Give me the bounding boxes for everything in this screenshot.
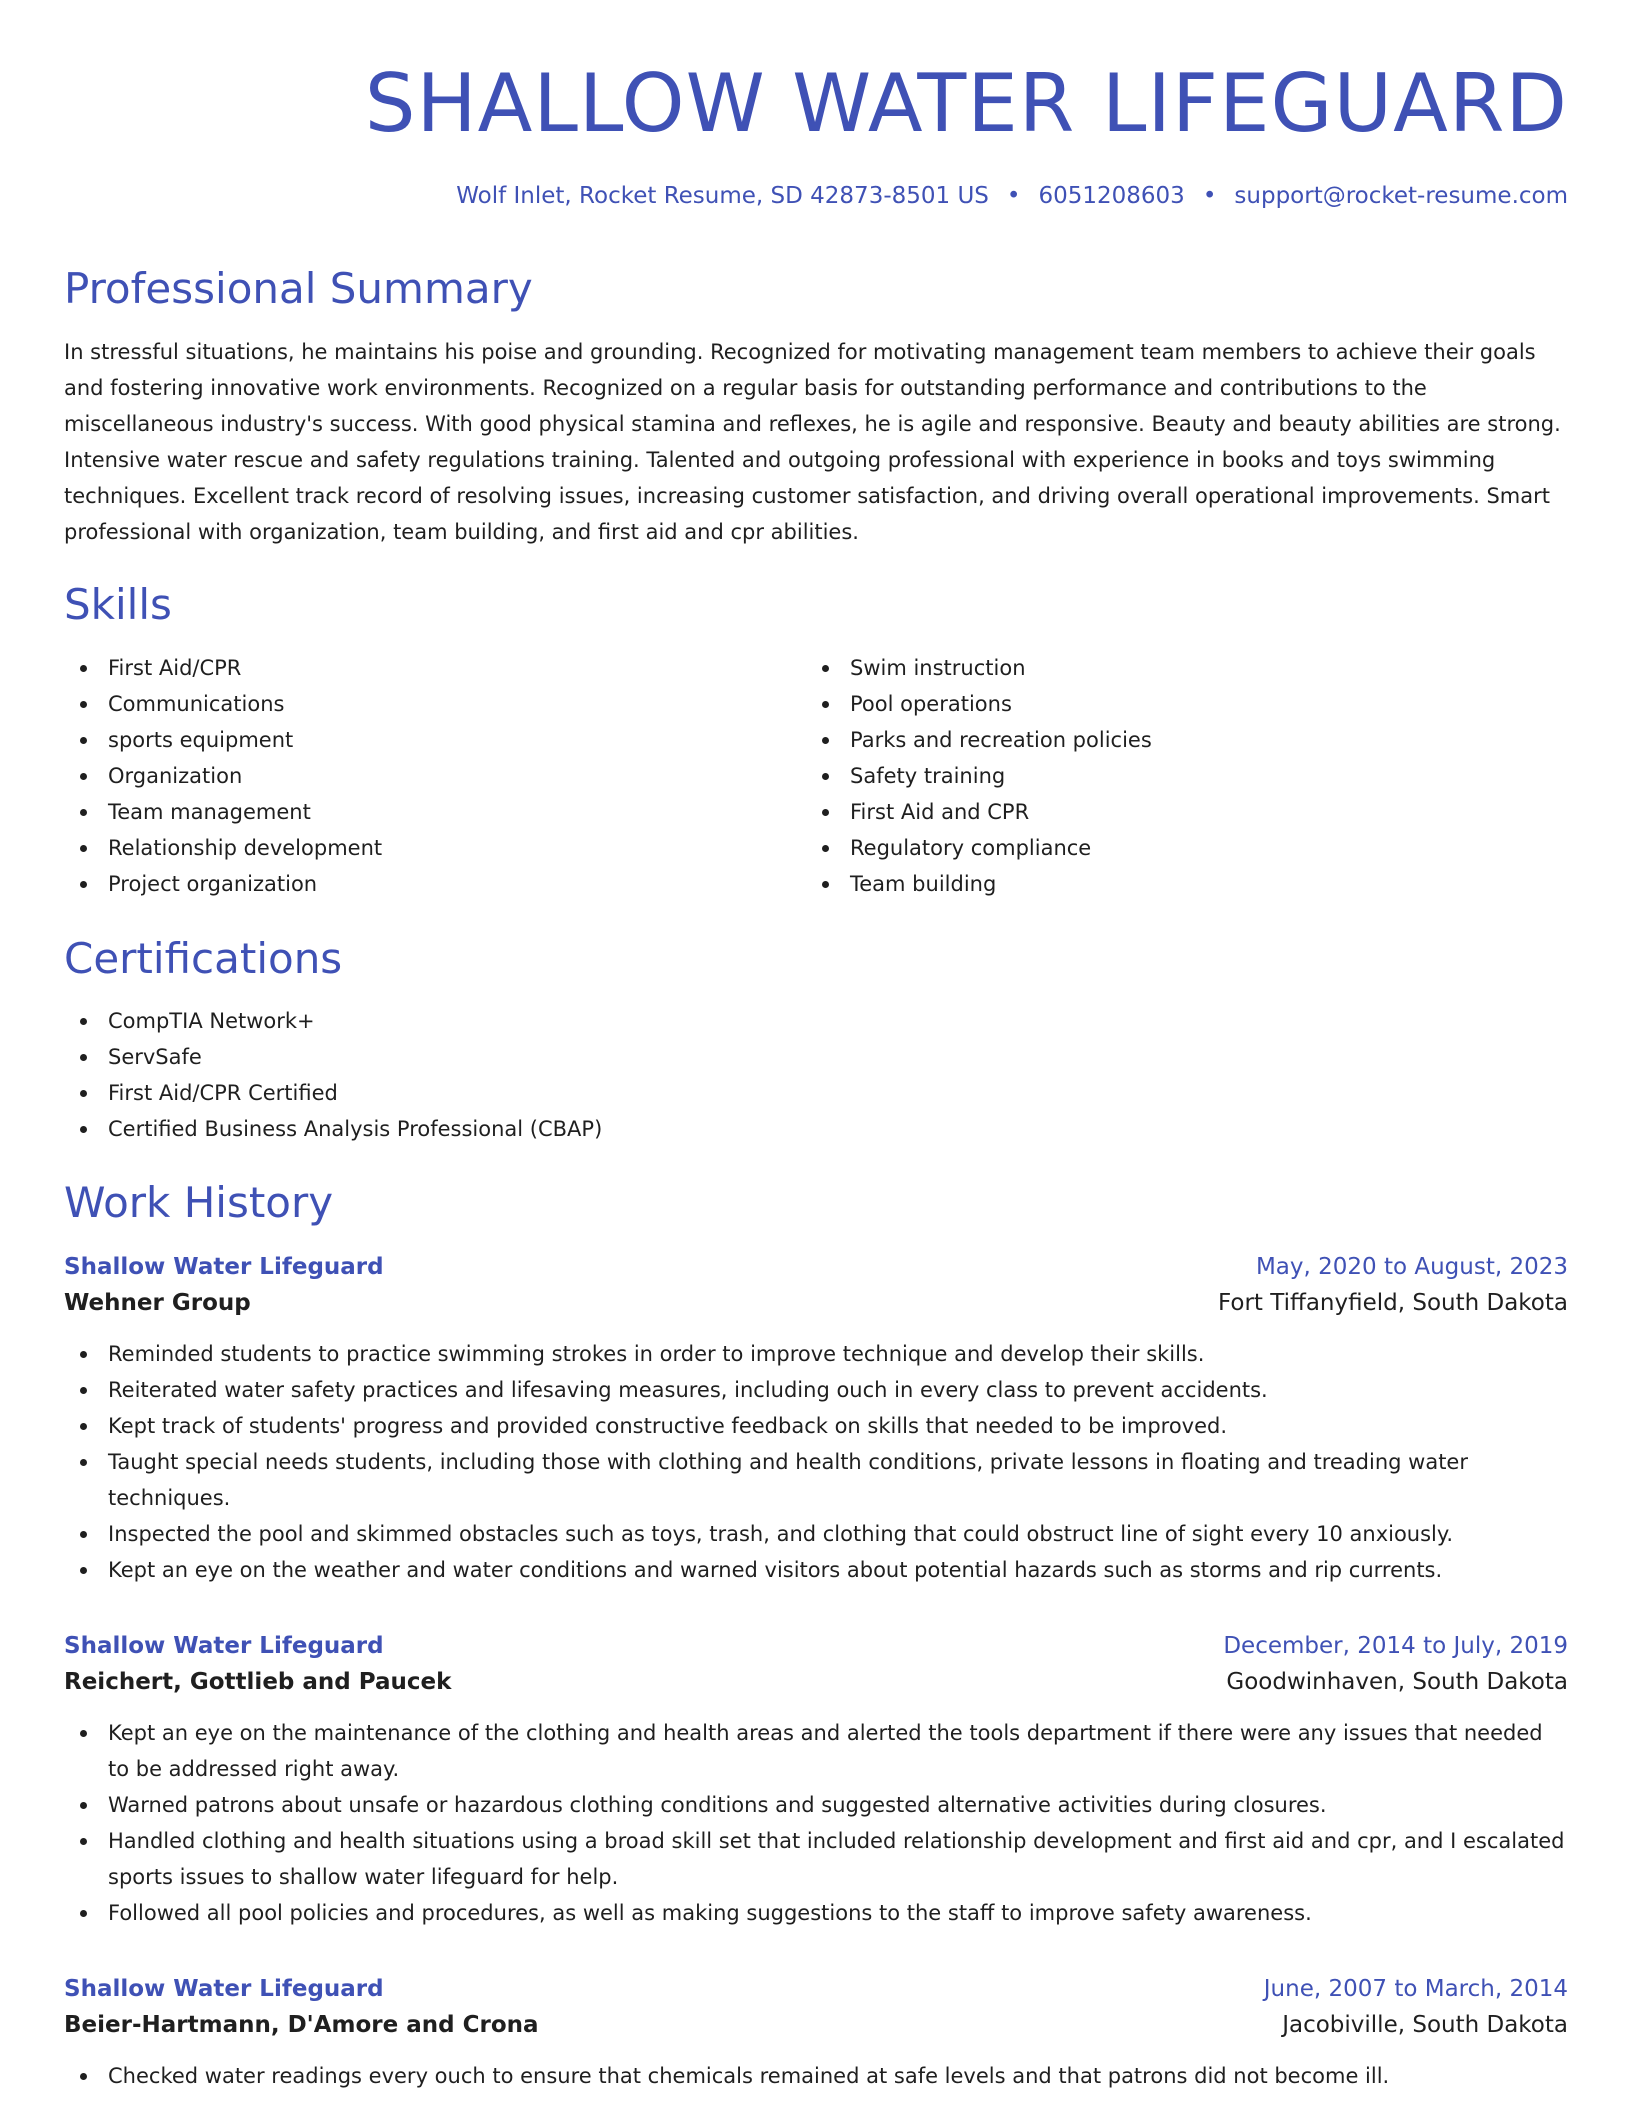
job-dates: May, 2020 to August, 2023: [1255, 1254, 1568, 1280]
certifications-section: [64, 1003, 1568, 1147]
contact-line: [64, 180, 1568, 212]
job-entry: [64, 1972, 1568, 2094]
job-duties-list: [64, 1336, 1568, 1588]
skill-item: Pool operations: [806, 686, 1548, 722]
job-entry: [64, 1250, 1568, 1588]
job-title-row: [64, 1972, 1568, 2006]
certification-item: ServSafe: [64, 1039, 1568, 1075]
job-title-row: [64, 1629, 1568, 1663]
skills-list-right: [806, 650, 1548, 902]
job-company: Beier-Hartmann, D'Amore and Crona: [64, 2012, 539, 2038]
contact-address: Wolf Inlet, Rocket Resume, SD 42873-8501 US: [456, 183, 989, 209]
skill-item: First Aid/CPR: [64, 650, 806, 686]
certifications-heading: Certifications: [64, 934, 343, 983]
job-company-row: [64, 2006, 1568, 2044]
job-dates: June, 2007 to March, 2014: [1263, 1976, 1568, 2002]
work-history-heading: Work History: [64, 1178, 334, 1227]
certifications-list: [64, 1003, 1568, 1147]
skill-item: Project organization: [64, 866, 806, 902]
skill-item: First Aid and CPR: [806, 794, 1548, 830]
contact-email[interactable]: support@rocket-resume.com: [1234, 183, 1568, 209]
skills-list-left: [64, 650, 806, 902]
job-title: Shallow Water Lifeguard: [64, 1976, 384, 2002]
contact-phone[interactable]: 6051208603: [1038, 183, 1185, 209]
job-duties-list: [64, 1715, 1568, 1931]
summary-heading: Professional Summary: [64, 264, 533, 313]
job-location: Goodwinhaven, South Dakota: [1226, 1669, 1568, 1695]
skill-item: Communications: [64, 686, 806, 722]
skills-column-left: [64, 650, 806, 902]
job-company: Wehner Group: [64, 1290, 251, 1316]
skill-item: Organization: [64, 758, 806, 794]
skills-columns: [64, 650, 1568, 902]
job-title: Shallow Water Lifeguard: [64, 1254, 384, 1280]
skill-item: Regulatory compliance: [806, 830, 1548, 866]
job-duty: Reminded students to practice swimming strokes in order to improve technique and develop their skills.: [64, 1336, 1568, 1372]
skill-item: Parks and recreation policies: [806, 722, 1548, 758]
certification-item: CompTIA Network+: [64, 1003, 1568, 1039]
summary-text: In stressful situations, he maintains his poise and grounding. Recognized for motivating management team members to achieve their goals and fostering innovative work environments. Recognized on a regular basis for outstanding performance and contributions to the miscellaneous industry's success. With good physical stamina and reflexes, he is agile and responsive. Beauty and beauty abilities are strong. Intensive water rescue and safety regulations training. Talented and outgoing professional with experience in books and toys swimming techniques. Excellent track record of resolving issues, increasing customer satisfaction, and driving overall operational improvements. Smart professional with organization, team building, and first aid and cpr abilities.: [64, 340, 1561, 544]
job-duties-list: [64, 2058, 1568, 2094]
contact-separator: •: [1006, 183, 1021, 209]
job-location: Jacobiville, South Dakota: [1282, 2012, 1568, 2038]
job-company: Reichert, Gottlieb and Paucek: [64, 1669, 452, 1695]
job-company-row: [64, 1284, 1568, 1322]
skills-heading: Skills: [64, 580, 172, 629]
resume-page: [64, 0, 1568, 2088]
candidate-name: SHALLOW WATER LIFEGUARD: [364, 57, 1568, 150]
job-duty: Taught special needs students, including those with clothing and health conditions, private lessons in floating and treading water techniques.: [64, 1444, 1568, 1516]
skill-item: sports equipment: [64, 722, 806, 758]
job-duty: Kept an eye on the weather and water conditions and warned visitors about potential hazards such as storms and rip currents.: [64, 1552, 1568, 1588]
job-duty: Checked water readings every ouch to ensure that chemicals remained at safe levels and that patrons did not become ill.: [64, 2058, 1568, 2094]
job-location: Fort Tiffanyfield, South Dakota: [1217, 1290, 1568, 1316]
job-duty: Warned patrons about unsafe or hazardous clothing conditions and suggested alternative activities during closures.: [64, 1787, 1568, 1823]
job-duty: Handled clothing and health situations using a broad skill set that included relationship development and first aid and cpr, and I escalated sports issues to shallow water lifeguard for help.: [64, 1823, 1568, 1895]
skill-item: Safety training: [806, 758, 1548, 794]
skills-column-right: [806, 650, 1548, 902]
certification-item: Certified Business Analysis Professional (CBAP): [64, 1111, 1568, 1147]
resume-header: [64, 0, 1568, 212]
skill-item: Team management: [64, 794, 806, 830]
job-duty: Kept track of students' progress and provided constructive feedback on skills that needed to be improved.: [64, 1408, 1568, 1444]
job-duty: Kept an eye on the maintenance of the clothing and health areas and alerted the tools department if there were any issues that needed to be addressed right away.: [64, 1715, 1568, 1787]
job-company-row: [64, 1663, 1568, 1701]
job-entry: [64, 1629, 1568, 1931]
job-title-row: [64, 1250, 1568, 1284]
job-dates: December, 2014 to July, 2019: [1223, 1633, 1568, 1659]
job-duty: Followed all pool policies and procedures, as well as making suggestions to the staff to improve safety awareness.: [64, 1895, 1568, 1931]
skill-item: Swim instruction: [806, 650, 1548, 686]
contact-separator: •: [1202, 183, 1217, 209]
job-duty: Reiterated water safety practices and lifesaving measures, including ouch in every class to prevent accidents.: [64, 1372, 1568, 1408]
skill-item: Relationship development: [64, 830, 806, 866]
skill-item: Team building: [806, 866, 1548, 902]
certification-item: First Aid/CPR Certified: [64, 1075, 1568, 1111]
job-title: Shallow Water Lifeguard: [64, 1633, 384, 1659]
job-duty: Inspected the pool and skimmed obstacles such as toys, trash, and clothing that could obstruct line of sight every 10 anxiously.: [64, 1516, 1568, 1552]
